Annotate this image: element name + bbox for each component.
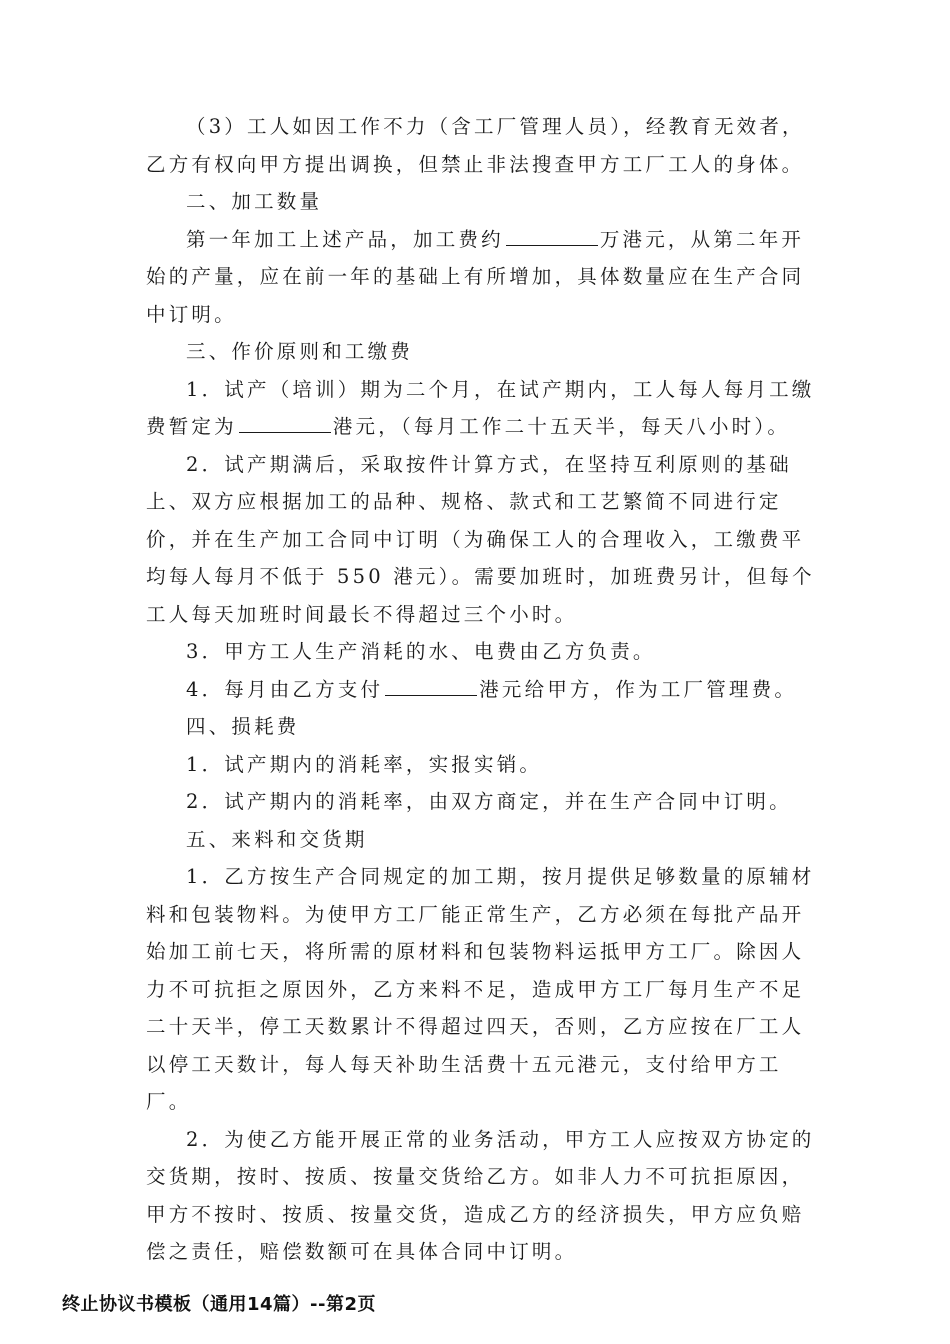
paragraph-utilities: 3．甲方工人生产消耗的水、电费由乙方负责。 xyxy=(186,640,656,663)
document-body xyxy=(146,108,818,1271)
page-footer: 终止协议书模板（通用14篇）--第2页 xyxy=(62,1294,377,1315)
heading-pricing-principles: 三、作价原则和工缴费 xyxy=(186,340,414,363)
paragraph-wastage-2: 2．试产期内的消耗率，由双方商定，并在生产合同中订明。 xyxy=(186,790,792,813)
fill-in-blank xyxy=(239,410,331,433)
paragraph-processing-fee xyxy=(146,221,818,334)
heading-processing-quantity: 二、加工数量 xyxy=(186,190,323,213)
paragraph-text: 第一年加工上述产品，加工费约 xyxy=(186,227,504,251)
paragraph-trial-period xyxy=(146,371,818,446)
paragraph-piece-rate: 2．试产期满后，采取按件计算方式，在坚持互利原则的基础上、双方应根据加工的品种、规格、款式和工艺繁简不同进行定价，并在生产加工合同中订明（为确保工人的合理收入，工缴费平均每人每月不低于 550 港元）。需要加班时，加班费另计，但每个工人每天加班时间最长不得超过三个小时。 xyxy=(146,452,815,626)
paragraph-wastage-1: 1．试产期内的消耗率，实报实销。 xyxy=(186,752,543,776)
fill-in-blank xyxy=(385,673,477,696)
paragraph-text: 万港元，从第二年开始的产量，应在前一年的基础上有所增加，具体数量应在生产合同中订明。 xyxy=(146,227,805,326)
paragraph-management-fee xyxy=(146,671,818,709)
paragraph-delivery: 2．为使乙方能开展正常的业务活动，甲方工人应按双方协定的交货期，按时、按质、按量交货给乙方。如非人力不可抗拒原因，甲方不按时、按质、按量交货，造成乙方的经济损失，甲方应负赔偿之责任，赔偿数额可在具体合同中订明。 xyxy=(146,1127,815,1263)
heading-wastage-fee: 四、损耗费 xyxy=(186,715,300,738)
fill-in-blank xyxy=(506,223,598,246)
paragraph-text: 港元，（每月工作二十五天半，每天八小时）。 xyxy=(332,415,791,438)
paragraph-text: 1．试产（培训）期为二个月，在试产期内，工人每人每月工缴费暂定为 xyxy=(146,377,815,438)
paragraph-text: 港元给甲方，作为工厂管理费。 xyxy=(479,677,798,701)
paragraph-worker-replacement: （3）工人如因工作不力（含工厂管理人员），经教育无效者，乙方有权向甲方提出调换，但禁止非法搜查甲方工厂工人的身体。 xyxy=(146,115,805,176)
paragraph-materials: 1．乙方按生产合同规定的加工期，按月提供足够数量的原辅材料和包装物料。为使甲方工厂能正常生产，乙方必须在每批产品开始加工前七天，将所需的原材料和包装物料运抵甲方工厂。除因人力不可抗拒之原因外，乙方来料不足，造成甲方工厂每月生产不足二十天半，停工天数累计不得超过四天，否则，乙方应按在厂工人以停工天数计，每人每天补助生活费十五元港元，支付给甲方工厂。 xyxy=(146,865,815,1113)
heading-materials-delivery: 五、来料和交货期 xyxy=(186,827,368,851)
paragraph-text: 4．每月由乙方支付 xyxy=(186,677,384,701)
